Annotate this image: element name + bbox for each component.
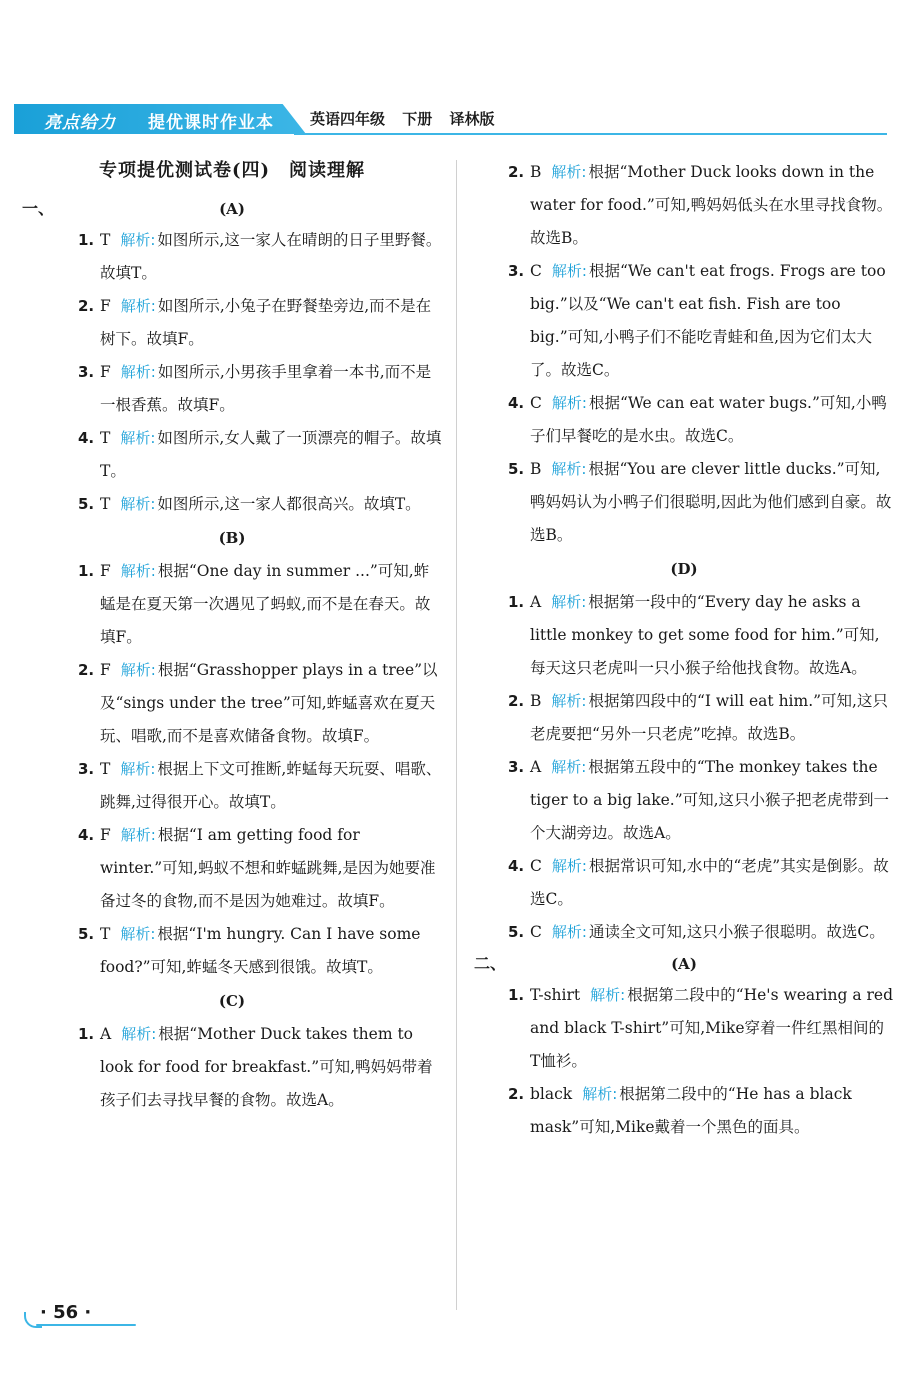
item-answer: F — [100, 562, 111, 580]
book-info: 英语四年级 下册 译林版 — [310, 110, 495, 128]
answer-item — [22, 819, 442, 918]
item-explanation: 如图所示,这一家人在晴朗的日子里野餐。故填T。 — [100, 231, 442, 282]
item-explanation: 根据第一段中的“Every day he asks a little monkey to get some food for him.”可知,每天这只老虎叫一只小猴子给他找食物。故选A。 — [530, 593, 880, 677]
item-explanation: 根据第二段中的“He's wearing a red and black T-shirt”可知,Mike穿着一件红黑相间的T恤衫。 — [530, 986, 893, 1070]
item-number: 2. — [78, 297, 95, 315]
section-a-list — [22, 224, 442, 521]
section-d-title: (D) — [670, 560, 698, 578]
item-answer: T — [100, 760, 111, 778]
answer-item — [22, 488, 442, 521]
answer-item — [474, 850, 894, 916]
answer-item — [474, 751, 894, 850]
item-number: 5. — [508, 460, 525, 478]
item-explanation: 通读全文可知,这只小猴子很聪明。故选C。 — [588, 923, 885, 941]
item-number: 5. — [78, 495, 95, 513]
item-answer: F — [100, 826, 111, 844]
answer-item — [474, 586, 894, 685]
analysis-label: 解析: — [121, 1025, 157, 1043]
brand-name: 亮点给力 — [44, 113, 116, 133]
answer-item — [474, 979, 894, 1078]
analysis-label: 解析: — [120, 297, 156, 315]
answer-item — [474, 1078, 894, 1144]
analysis-label: 解析: — [120, 925, 156, 943]
answer-item — [22, 753, 442, 819]
page-header — [14, 104, 887, 134]
item-number: 3. — [508, 262, 525, 280]
item-answer: T — [100, 495, 111, 513]
answer-item — [22, 555, 442, 654]
analysis-label: 解析: — [551, 460, 587, 478]
item-answer: T-shirt — [530, 986, 581, 1004]
item-number: 2. — [508, 163, 525, 181]
section-c-list-left — [22, 1018, 442, 1117]
item-explanation: 根据“We can eat water bugs.”可知,小鸭子们早餐吃的是水虫。故选C。 — [530, 394, 887, 445]
item-number: 4. — [78, 429, 95, 447]
analysis-label: 解析: — [551, 262, 587, 280]
item-answer: F — [100, 661, 111, 679]
item-explanation: 如图所示,这一家人都很高兴。故填T。 — [157, 495, 421, 513]
answer-item — [474, 156, 894, 255]
item-explanation: 根据“Grasshopper plays in a tree”以及“sings under the tree”可知,蚱蜢喜欢在夏天玩、唱歌,而不是喜欢储备食物。故填F。 — [100, 661, 438, 745]
item-number: 3. — [78, 760, 95, 778]
answer-item — [474, 916, 894, 949]
analysis-label: 解析: — [120, 363, 156, 381]
analysis-label: 解析: — [120, 661, 156, 679]
item-number: 4. — [508, 857, 525, 875]
answer-item — [474, 685, 894, 751]
part-one-label: 一、 — [22, 199, 55, 218]
section-d-list — [474, 586, 894, 949]
item-answer: A — [530, 593, 542, 611]
part-two-row — [474, 949, 894, 979]
item-number: 3. — [508, 758, 525, 776]
answer-item — [22, 1018, 442, 1117]
item-answer: T — [100, 429, 111, 447]
item-number: 1. — [508, 986, 525, 1004]
header-rule — [294, 133, 887, 135]
item-answer: A — [100, 1025, 112, 1043]
item-explanation: 如图所示,小男孩手里拿着一本书,而不是一根香蕉。故填F。 — [100, 363, 432, 414]
page-title: 专项提优测试卷(四) 阅读理解 — [98, 160, 366, 181]
analysis-label: 解析: — [120, 760, 156, 778]
item-number: 2. — [508, 692, 525, 710]
analysis-label: 解析: — [551, 857, 587, 875]
answer-item — [474, 387, 894, 453]
part-two-label: 二、 — [474, 954, 507, 973]
analysis-label: 解析: — [120, 562, 156, 580]
answer-item — [22, 918, 442, 984]
item-explanation: 根据“I am getting food for winter.”可知,蚂蚁不想和蚱蜢跳舞,是因为她要准备过冬的食物,而不是因为她难过。故填F。 — [100, 826, 436, 910]
answer-item — [22, 224, 442, 290]
page-number-rule — [36, 1324, 136, 1326]
item-explanation: 根据常识可知,水中的“老虎”其实是倒影。故选C。 — [530, 857, 889, 908]
answer-item — [22, 654, 442, 753]
analysis-label: 解析: — [590, 986, 626, 1004]
item-explanation: 根据“One day in summer ...”可知,蚱蜢是在夏天第一次遇见了蚂蚁,而不是在春天。故填F。 — [100, 562, 431, 646]
analysis-label: 解析: — [551, 692, 587, 710]
item-explanation: 如图所示,女人戴了一顶漂亮的帽子。故填T。 — [100, 429, 442, 480]
answer-item — [22, 290, 442, 356]
item-number: 4. — [508, 394, 525, 412]
page-number: · 56 · — [40, 1302, 92, 1323]
analysis-label: 解析: — [551, 923, 587, 941]
analysis-label: 解析: — [120, 231, 156, 249]
item-number: 4. — [78, 826, 95, 844]
item-explanation: 根据“You are clever little ducks.”可知,鸭妈妈认为小鸭子们很聪明,因此为他们感到自豪。故选B。 — [530, 460, 892, 544]
section-a-title: (A) — [219, 200, 245, 218]
item-answer: A — [530, 758, 542, 776]
section-c-list-right — [474, 156, 894, 552]
item-explanation: 根据第二段中的“He has a black mask”可知,Mike戴着一个黑色的面具。 — [530, 1085, 852, 1136]
section-c-title: (C) — [218, 992, 246, 1010]
right-column — [474, 156, 894, 1144]
item-explanation: 根据“Mother Duck looks down in the water for food.”可知,鸭妈妈低头在水里寻找食物。故选B。 — [530, 163, 893, 247]
item-number: 3. — [78, 363, 95, 381]
item-explanation: 根据第四段中的“I will eat him.”可知,这只老虎要把“另外一只老虎”吃掉。故选B。 — [530, 692, 888, 743]
analysis-label: 解析: — [120, 429, 156, 447]
item-number: 1. — [508, 593, 525, 611]
item-explanation: 根据“We can't eat frogs. Frogs are too big.”以及“We can't eat fish. Fish are too big.”可知,小鸭子们不能吃青蛙和鱼,因为它们太大了。故选C。 — [530, 262, 886, 379]
analysis-label: 解析: — [551, 394, 587, 412]
answer-item — [22, 422, 442, 488]
analysis-label: 解析: — [120, 826, 156, 844]
item-number: 5. — [508, 923, 525, 941]
section-b-list — [22, 555, 442, 984]
item-number: 2. — [78, 661, 95, 679]
column-divider — [456, 160, 457, 1310]
analysis-label: 解析: — [582, 1085, 618, 1103]
item-explanation: 根据“Mother Duck takes them to look for food for breakfast.”可知,鸭妈妈带着孩子们去寻找早餐的食物。故选A。 — [100, 1025, 433, 1109]
analysis-label: 解析: — [551, 758, 587, 776]
analysis-label: 解析: — [120, 495, 156, 513]
analysis-label: 解析: — [551, 593, 587, 611]
item-answer: C — [530, 262, 542, 280]
answer-item — [22, 356, 442, 422]
item-explanation: 根据第五段中的“The monkey takes the tiger to a big lake.”可知,这只小猴子把老虎带到一个大湖旁边。故选A。 — [530, 758, 890, 842]
answer-item — [474, 453, 894, 552]
item-answer: C — [530, 923, 542, 941]
section-a2-title: (A) — [671, 955, 697, 973]
item-answer: F — [100, 363, 111, 381]
item-explanation: 根据上下文可推断,蚱蜢每天玩耍、唱歌、跳舞,过得很开心。故填T。 — [100, 760, 442, 811]
item-answer: F — [100, 297, 111, 315]
item-answer: B — [530, 163, 542, 181]
item-answer: C — [530, 394, 542, 412]
item-answer: T — [100, 925, 111, 943]
section-a2-list — [474, 979, 894, 1144]
item-answer: C — [530, 857, 542, 875]
item-answer: B — [530, 692, 542, 710]
header-tagline: 提优课时作业本 — [148, 113, 274, 133]
left-column — [22, 156, 442, 1117]
item-answer: T — [100, 231, 111, 249]
section-b-title: (B) — [218, 529, 246, 547]
analysis-label: 解析: — [551, 163, 587, 181]
item-answer: B — [530, 460, 542, 478]
item-number: 1. — [78, 231, 95, 249]
answer-item — [474, 255, 894, 387]
item-number: 1. — [78, 562, 95, 580]
item-explanation: 如图所示,小兔子在野餐垫旁边,而不是在树下。故填F。 — [100, 297, 432, 348]
item-explanation: 根据“I'm hungry. Can I have some food?”可知,蚱蜢冬天感到很饿。故填T。 — [100, 925, 421, 976]
part-one-row — [22, 194, 442, 224]
item-number: 5. — [78, 925, 95, 943]
item-answer: black — [530, 1085, 573, 1103]
item-number: 2. — [508, 1085, 525, 1103]
item-number: 1. — [78, 1025, 95, 1043]
